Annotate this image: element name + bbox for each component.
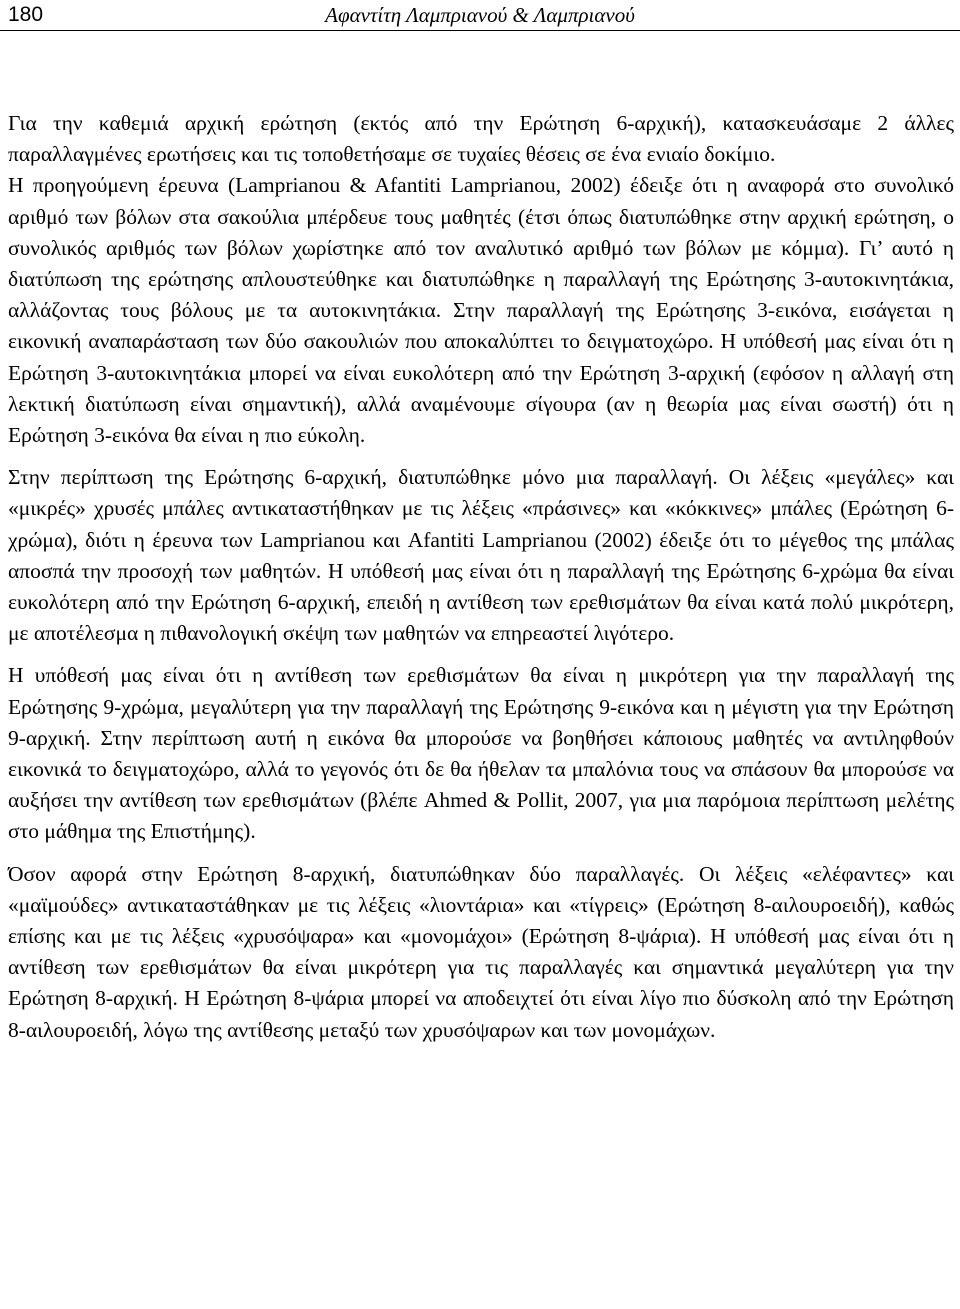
body-text	[8, 108, 954, 1046]
page-header	[0, 0, 960, 31]
paragraph-5: Όσον αφορά στην Ερώτηση 8-αρχική, διατυπώθηκαν δύο παραλλαγές. Οι λέξεις «ελέφαντες» και «μαϊμούδες» αντικαταστάθηκαν με τις λέξεις «λιοντάρια» και «τίγρεις» (Ερώτηση 8-αιλουροειδή), καθώς επίσης και με τις λέξεις «χρυσόψαρα» και «μονομάχοι» (Ερώτηση 8-ψάρια). Η υπόθεσή μας είναι ότι η αντίθεση των ερεθισμάτων θα είναι μικρότερη για τις παραλλαγές και σημαντικά μεγαλύτερη για την Ερώτηση 8-αρχική. Η Ερώτηση 8-ψάρια μπορεί να αποδειχτεί ότι είναι λίγο πιο δύσκολη από την Ερώτηση 8-αιλουροειδή, λόγω της αντίθεσης μεταξύ των χρυσόψαρων και των μονομάχων.	[8, 861, 954, 1042]
paragraph-2: Η προηγούμενη έρευνα (Lamprianou & Afantiti Lamprianou, 2002) έδειξε ότι η αναφορά στο συνολικό αριθμό των βόλων στα σακούλια μπέρδευε τους μαθητές (έτσι όπως διατυπώθηκε στην αρχική ερώτηση, ο συνολικός αριθμός των βόλων χωρίστηκε από τον αναλυτικό αριθμό των βόλων με κόμμα). Γι’ αυτό η διατύπωση της ερώτησης απλουστεύθηκε και διατυπώθηκε η παραλλαγή της Ερώτησης 3-αυτοκινητάκια, αλλάζοντας τους βόλους με τα αυτοκινητάκια. Στην παραλλαγή της Ερώτησης 3-εικόνα, εισάγεται η εικονική αναπαράσταση των δύο σακουλιών που αποκαλύπτει το δειγματοχώρο. Η υπόθεσή μας είναι ότι η Ερώτηση 3-αυτοκινητάκια μπορεί να είναι ευκολότερη από την Ερώτηση 3-αρχική (εφόσον η αλλαγή στη λεκτική διατύπωση είναι σημαντική), αλλά αναμένουμε σίγουρα (αν η θεωρία μας είναι σωστή) ότι η Ερώτηση 3-εικόνα θα είναι η πιο εύκολη.	[8, 173, 954, 448]
paragraph-4: Η υπόθεσή μας είναι ότι η αντίθεση των ερεθισμάτων θα είναι η μικρότερη για την παραλλαγή της Ερώτησης 9-χρώμα, μεγαλύτερη για την παραλλαγή της Ερώτησης 9-εικόνα και η μέγιστη για την Ερώτηση 9-αρχική. Στην περίπτωση αυτή η εικόνα θα μπορούσε να βοηθήσει κάποιους μαθητές να αντιληφθούν εικονικά το δειγματοχώρο, αλλά το γεγονός ότι δε θα ήθελαν τα μπαλόνια τους να σπάσουν θα μπορούσε να αυξήσει την αντίθεση των ερεθισμάτων (βλέπε Ahmed & Pollit, 2007, για μια παρόμοια περίπτωση μελέτης στο μάθημα της Επιστήμης).	[8, 663, 954, 844]
page-number: 180	[8, 3, 44, 26]
running-title: Αφαντίτη Λαμπριανού & Λαμπριανού	[325, 3, 635, 27]
paragraph-3: Στην περίπτωση της Ερώτησης 6-αρχική, διατυπώθηκε μόνο μια παραλλαγή. Οι λέξεις «μεγάλες» και «μικρές» χρυσές μπάλες αντικαταστήθηκαν με τις λέξεις «πράσινες» και «κόκκινες» μπάλες (Ερώτηση 6-χρώμα), διότι η έρευνα των Lamprianou και Afantiti Lamprianou (2002) έδειξε ότι το μέγεθος της μπάλας αποσπά την προσοχή των μαθητών. Η υπόθεσή μας είναι ότι η παραλλαγή της Ερώτησης 6-χρώμα θα είναι ευκολότερη από την Ερώτηση 6-αρχική, επειδή η αντίθεση των ερεθισμάτων θα είναι κατά πολύ μικρότερη, με αποτέλεσμα η πιθανολογική σκέψη των μαθητών να επηρεαστεί λιγότερο.	[8, 465, 954, 646]
paragraph-1: Για την καθεμιά αρχική ερώτηση (εκτός από την Ερώτηση 6-αρχική), κατασκευάσαμε 2 άλλες παραλλαγμένες ερωτήσεις και τις τοποθετήσαμε σε τυχαίες θέσεις σε ένα ενιαίο δοκίμιο.	[8, 111, 954, 167]
